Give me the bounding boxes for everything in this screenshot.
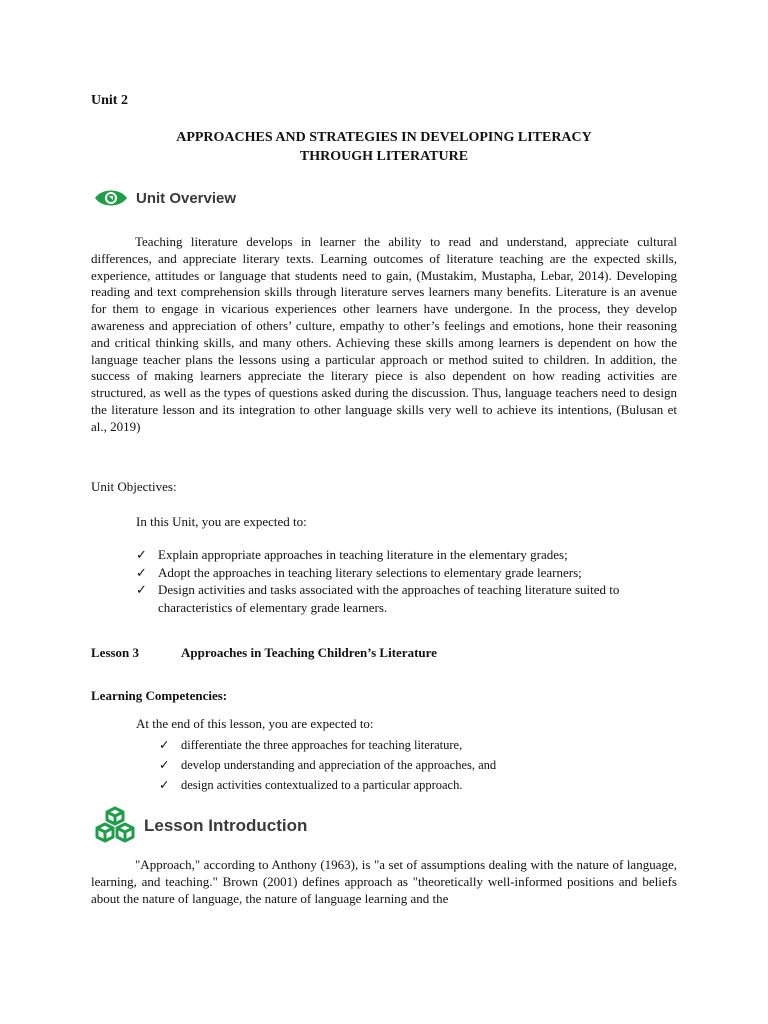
objective-text: Design activities and tasks associated with the approaches of teaching literature suited to characteristics of elementary grade learners.: [158, 582, 620, 615]
unit-title: [91, 128, 677, 166]
list-item: [136, 564, 681, 582]
checkmark-icon: ✓: [159, 738, 170, 752]
competencies-heading: Learning Competencies:: [91, 688, 228, 703]
list-item: [159, 735, 679, 755]
introduction-paragraph: "Approach," according to Anthony (1963), is "a set of assumptions dealing with the nature of language, learning, and teaching." Brown (2001) defines approach as "theoretically well-informed positions and beliefs about the nature of language, the nature of language learning and the: [91, 857, 677, 906]
boxes-icon: [94, 806, 136, 846]
lesson-introduction-label: Lesson Introduction: [144, 816, 308, 835]
overview-paragraph: Teaching literature develops in learner the ability to read and understand, appreciate cultural differences, and appreciate literary texts. Learning outcomes of literature teaching are the expected skills, experience, attitudes or language that students need to gain, (Mustakim, Mustapha, Lebar, 2014). Developing reading and text comprehension skills through literature serves learners many benefits. Literature is an avenue for them to engage in vicarious experiences other learners have undergone. In the process, they develop awareness and appreciation of others’ culture, empathy to other’s feelings and emotions, hone their reasoning and critical thinking skills, and many others. Achieving these skills among learners is dependent on how the language teacher plans the lessons using a particular approach or method suited to children. In addition, the success of making learners appreciate the literary piece is also dependent on how reading activities are structured, as well as the types of questions asked during the discussion. Thus, language teachers need to design the literature lesson and its integration to other language skills very well to achieve its intentions, (Bulusan et al., 2019): [91, 234, 677, 434]
lesson-heading: [91, 645, 437, 661]
objectives-list: [136, 546, 681, 616]
checkmark-icon: ✓: [159, 778, 170, 792]
checkmark-icon: ✓: [136, 582, 147, 597]
competency-text: differentiate the three approaches for teaching literature,: [181, 738, 463, 752]
lesson-number: Lesson 3: [91, 645, 140, 660]
objective-text: Adopt the approaches in teaching literary selections to elementary grade learners;: [158, 564, 582, 580]
checkmark-icon: ✓: [159, 758, 170, 772]
competencies-list: [159, 735, 679, 795]
checkmark-icon: ✓: [136, 547, 147, 562]
unit-title-line-2: THROUGH LITERATURE: [299, 149, 469, 164]
objective-text: Explain appropriate approaches in teaching literature in the elementary grades;: [158, 547, 568, 562]
list-item: [159, 775, 679, 795]
list-item: [159, 755, 679, 775]
objectives-heading: Unit Objectives:: [91, 479, 177, 494]
unit-overview-banner: [94, 188, 236, 208]
competency-text: develop understanding and appreciation of the approaches, and: [181, 758, 497, 772]
lesson-introduction-banner: [94, 806, 307, 846]
list-item: [136, 546, 681, 564]
lesson-title: Approaches in Teaching Children’s Literature: [181, 645, 437, 660]
competencies-intro: At the end of this lesson, you are expected to:: [136, 716, 374, 731]
objectives-intro: In this Unit, you are expected to:: [136, 514, 307, 529]
list-item: [136, 581, 681, 616]
unit-title-line-1: APPROACHES AND STRATEGIES IN DEVELOPING LITERACY: [176, 130, 592, 145]
eye-icon: [94, 188, 128, 208]
competency-text: design activities contextualized to a particular approach.: [181, 778, 463, 792]
checkmark-icon: ✓: [136, 564, 147, 580]
unit-label: Unit 2: [91, 93, 128, 108]
unit-overview-label: Unit Overview: [136, 189, 237, 207]
